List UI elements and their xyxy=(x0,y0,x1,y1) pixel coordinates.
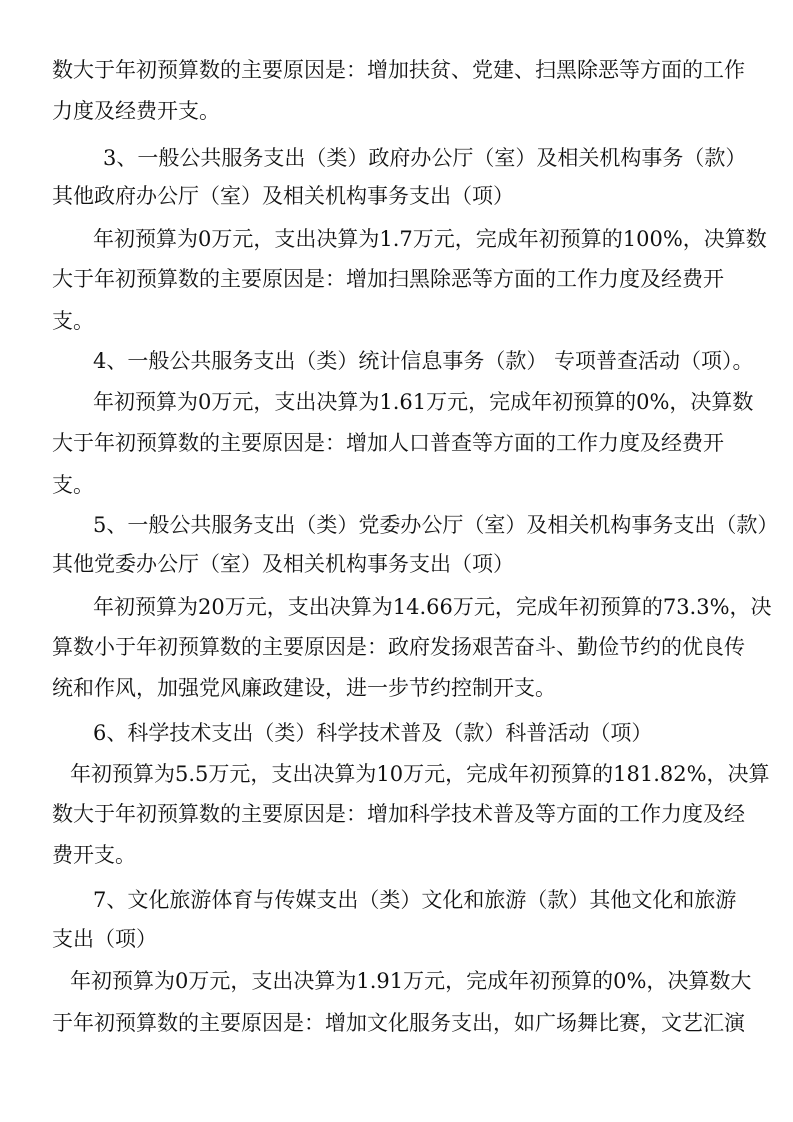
section-heading: 7、文化旅游体育与传媒支出（类）文化和旅游（款）其他文化和旅游 xyxy=(93,888,737,912)
text-line: 算数小于年初预算数的主要原因是：政府发扬艰苦奋斗、勤俭节约的优良传 xyxy=(52,635,745,659)
text-line: 年初预算为0万元，支出决算为1.7万元，完成年初预算的100%，决算数 xyxy=(93,227,767,251)
text-line: 数大于年初预算数的主要原因是：增加科学技术普及等方面的工作力度及经 xyxy=(52,802,745,826)
section-heading: 支出（项） xyxy=(52,927,157,951)
text-line: 年初预算为0万元，支出决算为1.61万元，完成年初预算的0%，决算数 xyxy=(93,390,754,414)
text-line: 支。 xyxy=(52,309,94,333)
section-heading: 5、一般公共服务支出（类）党委办公厅（室）及相关机构事务支出（款） xyxy=(93,513,779,537)
text-line: 大于年初预算数的主要原因是：增加人口普查等方面的工作力度及经费开 xyxy=(52,431,724,455)
section-heading: 6、科学技术支出（类）科学技术普及（款）科普活动（项） xyxy=(93,721,653,745)
section-heading: 4、一般公共服务支出（类）统计信息事务（款） 专项普查活动（项）。 xyxy=(93,349,754,373)
text-line: 支。 xyxy=(52,473,94,497)
text-line: 年初预算为20万元，支出决算为14.66万元，完成年初预算的73.3%，决 xyxy=(93,595,772,619)
text-line: 大于年初预算数的主要原因是：增加扫黑除恶等方面的工作力度及经费开 xyxy=(52,267,724,291)
text-line: 统和作风，加强党风廉政建设，进一步节约控制开支。 xyxy=(52,676,556,700)
text-line: 费开支。 xyxy=(52,843,136,867)
text-line: 力度及经费开支。 xyxy=(52,99,220,123)
text-line: 于年初预算数的主要原因是：增加文化服务支出，如广场舞比赛，文艺汇演 xyxy=(52,1011,745,1035)
section-heading: 其他政府办公厅（室）及相关机构事务支出（项） xyxy=(52,184,514,208)
section-heading: 3、一般公共服务支出（类）政府办公厅（室）及相关机构事务（款） xyxy=(103,146,747,170)
text-line: 年初预算为5.5万元，支出决算为10万元，完成年初预算的181.82%，决算 xyxy=(70,762,770,786)
text-line: 年初预算为0万元，支出决算为1.91万元，完成年初预算的0%，决算数大 xyxy=(70,969,752,993)
section-heading: 其他党委办公厅（室）及相关机构事务支出（项） xyxy=(52,552,514,576)
text-line: 数大于年初预算数的主要原因是：增加扶贫、党建、扫黑除恶等方面的工作 xyxy=(52,58,745,82)
